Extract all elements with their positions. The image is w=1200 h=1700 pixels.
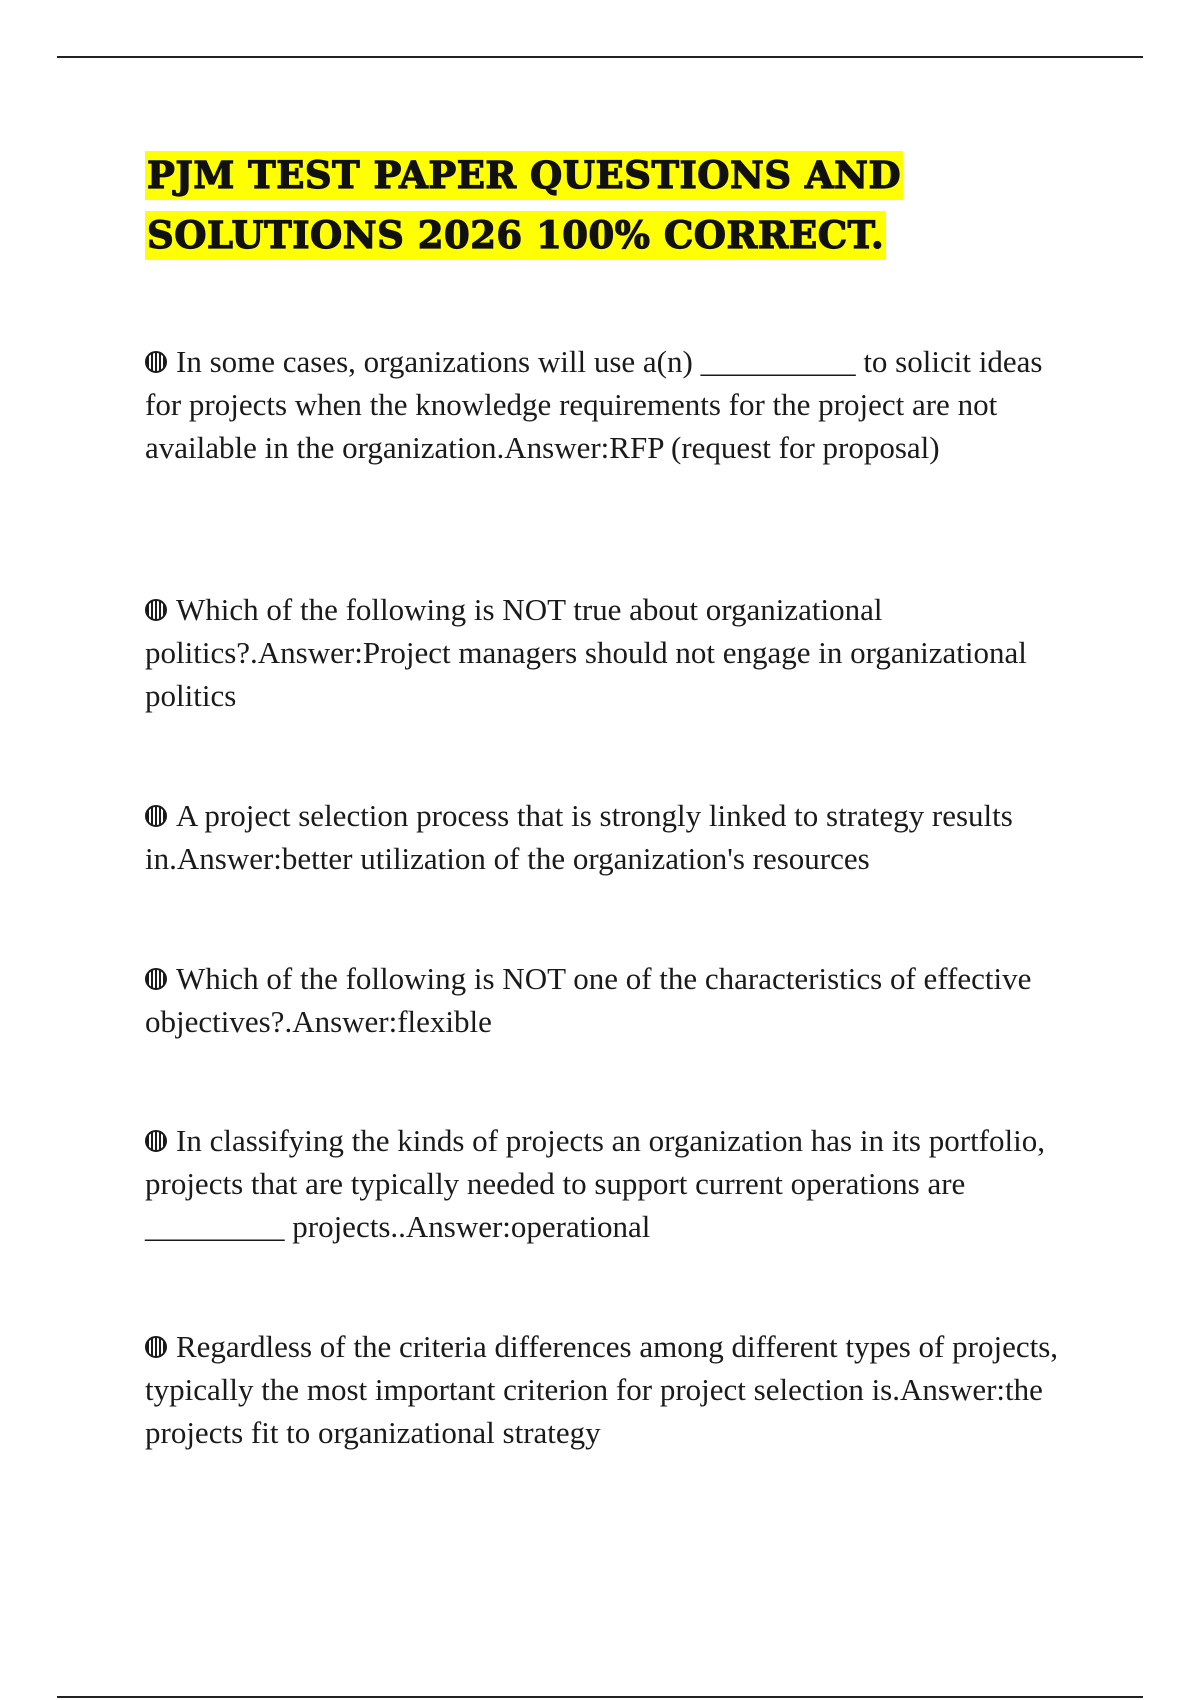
qa-text: In some cases, organizations will use a(n) __________ to solicit ideas for projects when the knowledge requirements for the project are not available in the organization.Answer:RFP (request for proposal) — [145, 344, 1043, 465]
qa-text: A project selection process that is strongly linked to strategy results in.Answer:better utilization of the organization's resources — [145, 798, 1013, 876]
qa-item — [145, 957, 1065, 1043]
qa-item — [145, 794, 1065, 880]
circle-vertical-fill-icon — [145, 599, 167, 621]
document-title — [145, 145, 1045, 265]
circle-vertical-fill-icon — [145, 1336, 167, 1358]
title-line-1: PJM TEST PAPER QUESTIONS AND — [145, 151, 903, 200]
title-line-2: SOLUTIONS 2026 100% CORRECT. — [145, 211, 886, 260]
qa-text: Regardless of the criteria differences among different types of projects, typically the most important criterion for project selection is.Answer:the projects fit to organizational strategy — [145, 1329, 1059, 1450]
qa-text: Which of the following is NOT one of the characteristics of effective objectives?.Answer:flexible — [145, 961, 1032, 1039]
qa-item — [145, 1119, 1065, 1248]
qa-item — [145, 1325, 1065, 1454]
qa-item — [145, 588, 1065, 717]
top-rule — [57, 56, 1143, 58]
qa-text: In classifying the kinds of projects an organization has in its portfolio, projects that are typically needed to support current operations are _________ projects..Answer:operational — [145, 1123, 1045, 1244]
bottom-rule — [57, 1696, 1143, 1698]
circle-vertical-fill-icon — [145, 968, 167, 990]
qa-item — [145, 340, 1065, 469]
circle-vertical-fill-icon — [145, 351, 167, 373]
circle-vertical-fill-icon — [145, 805, 167, 827]
circle-vertical-fill-icon — [145, 1130, 167, 1152]
qa-text: Which of the following is NOT true about organizational politics?.Answer:Project managers should not engage in organizational politics — [145, 592, 1027, 713]
